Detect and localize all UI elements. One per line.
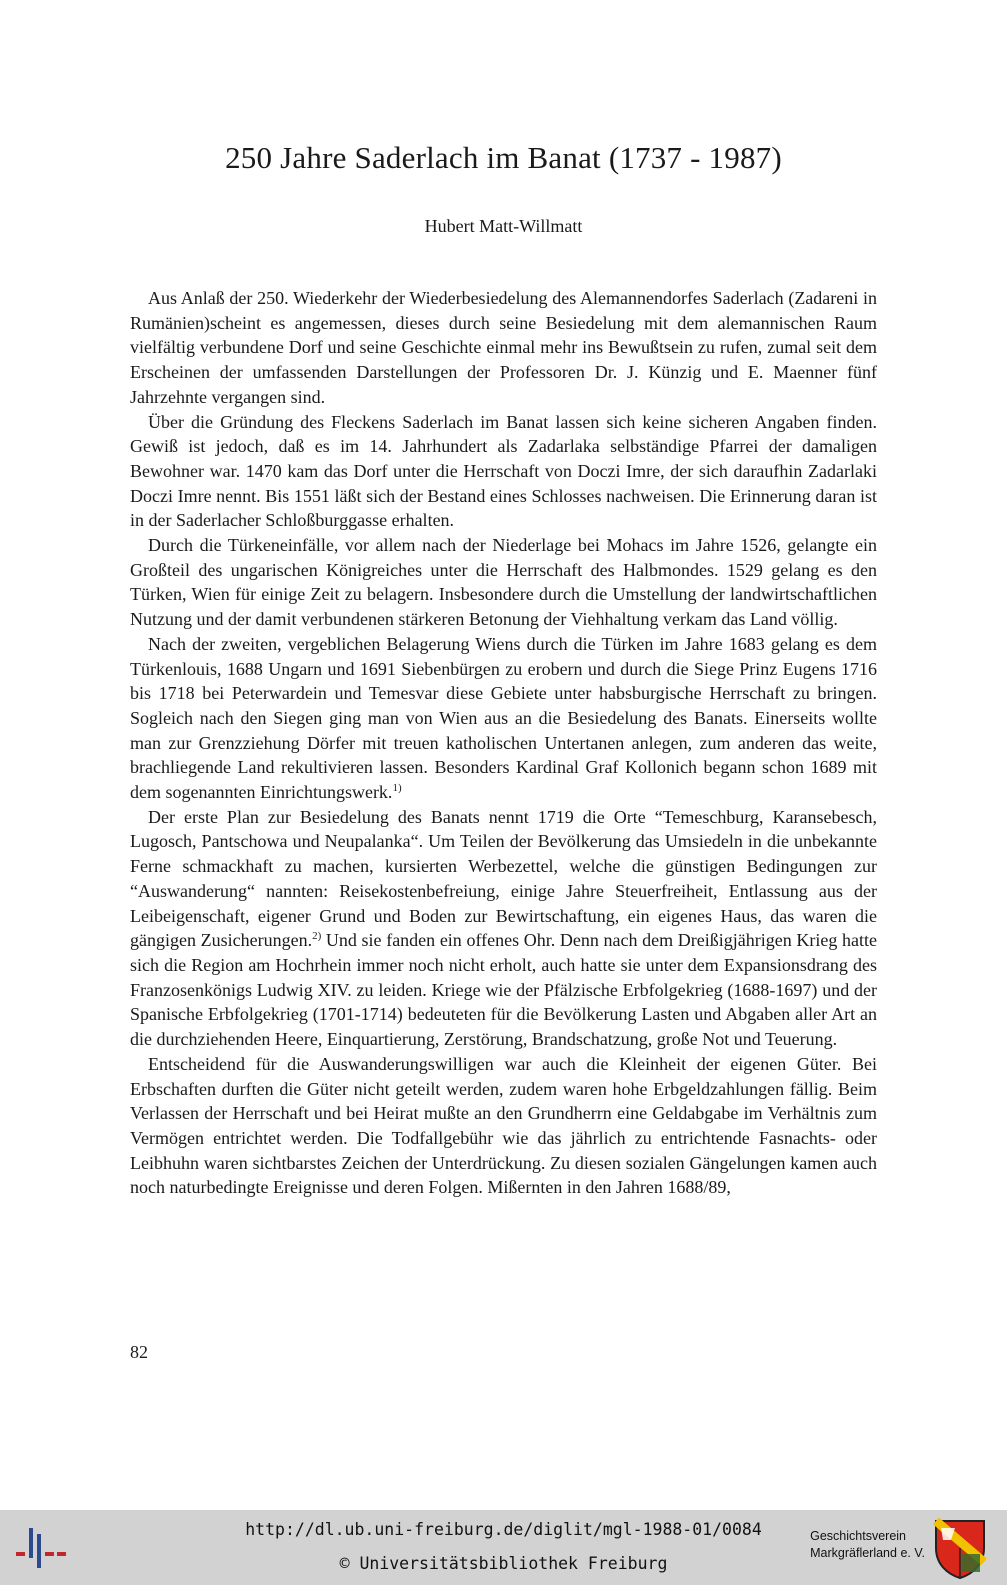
page-number: 82 xyxy=(130,1342,148,1362)
paragraph: Durch die Türkeneinfälle, vor allem nach der Niederlage bei Mohacs im Jahre 1526, gelangte ein Großteil des ungarischen Königreiches unter die Herrschaft des Halbmondes. 1529 gelang es den Türken, Wien für einige Zeit zu belagern. Insbesondere durch die Umstellung der landwirtschaftlichen Nutzung und der damit verbundenen stärkeren Betonung der Viehhaltung verkam das Land völlig. xyxy=(130,535,877,630)
footer-band xyxy=(0,1510,1007,1585)
document-url-link[interactable]: http://dl.ub.uni-freiburg.de/diglit/mgl-1988-01/0084 xyxy=(245,1520,762,1539)
paragraph: Über die Gründung des Fleckens Saderlach im Banat lassen sich keine sicheren Angaben finden. Gewiß ist jedoch, daß es im 14. Jahrhundert als Zadarlaka selbständige Pfarrei der damaligen Bewohner war. 1470 kam das Dorf unter die Herrschaft von Doczi Imre, der sich daraufhin Zadarlaki Doczi Imre nennt. Bis 1551 läßt sich der Bestand eines Schlosses nachweisen. Die Erinnerung daran ist in der Saderlacher Schloßburggasse erhalten. xyxy=(130,411,877,531)
coat-of-arms-icon[interactable] xyxy=(933,1518,987,1580)
article-body xyxy=(130,286,877,1200)
footnote-ref[interactable]: 2) xyxy=(312,930,322,943)
paragraph: Der erste Plan zur Besiedelung des Banats nennt 1719 die Orte “Temeschburg, Karansebesch, Lugosch, Pantschowa und Neupalanka“. Um Teilen der Bevölkerung das Umsiedeln in die unbekannte Ferne schmackhaft zu machen, kursierten Werbezettel, welche die günstigen Bedingungen zur “Auswanderung“ nannten: Reisekostenbefreiung, einige Jahre Steuerfreiheit, Entlassung aus der Leibeigenschaft, eigener Grund und Boden zur Bewirtschaftung, ein eigenes Haus, das waren die gängigen Zusicherungen.$^{2)}$ Und sie fanden ein offenes Ohr. Denn nach dem Dreißigjährigen Krieg hatte sich die Region am Hochrhein immer noch nicht erholt, auch hatte sie unter dem Expansionsdrang des Franzosenkönigs Ludwig XIV. zu leiden. Kriege wie der Pfälzische Erbfolgekrieg (1688-1697) und der Spanische Erbfolgekrieg (1701-1714) bedeuteten für die Bevölkerung Lasten und Abgaben aller Art an die durchziehenden Heere, Einquartierung, Zerstörung, Brandschatzung, große Not und Teuerung. xyxy=(130,806,877,1050)
copyright-notice: © Universitätsbibliothek Freiburg xyxy=(339,1554,668,1573)
paragraph: Nach der zweiten, vergeblichen Belagerung Wiens durch die Türken im Jahre 1683 gelang es dem Türkenlouis, 1688 Ungarn und 1691 Siebenbürgen zu erobern und durch die Siege Prinz Eugens 1716 bis 1718 bei Peterwardein und Temesvar diese Gebiete unter habsburgische Herrschaft zu bringen. Sogleich nach den Siegen ging man von Wien aus an die Besiedelung des Banats. Einerseits wollte man zur Grenzziehung Dörfer mit treuen katholischen Untertanen anlegen, zum anderen das weite, brachliegende Land rekultivieren lassen. Besonders Kardinal Graf Kollonich begann schon 1689 mit dem sogenannten Einrichtungswerk.$^{1)}$ xyxy=(130,633,877,803)
paragraph: Aus Anlaß der 250. Wiederkehr der Wiederbesiedelung des Alemannendorfes Saderlach (Zadareni in Rumänien)scheint es angemessen, dieses durch seine Besiedelung mit dem alemannischen Raum vielfältig verbundene Dorf und seine Geschichte einmal mehr ins Bewußtsein zu rufen, zumal seit dem Erscheinen der umfassenden Darstellungen der Professoren Dr. J. Künzig und E. Maenner fünf Jahrzehnte vergangen sind. xyxy=(130,288,877,407)
society-line: Markgräflerland e. V. xyxy=(810,1546,925,1560)
author-name: Hubert Matt-Willmatt xyxy=(424,216,583,236)
footnote-ref[interactable]: 1) xyxy=(392,782,402,795)
society-line: Geschichtsverein xyxy=(810,1529,906,1543)
society-name xyxy=(810,1528,925,1562)
paragraph: Entscheidend für die Auswanderungswilligen war auch die Kleinheit der eigenen Güter. Bei Erbschaften durften die Güter nicht geteilt werden, zudem waren hohe Erbgeldzahlungen fällig. Beim Verlassen der Herrschaft und bei Heirat mußte an den Grundherrn eine Geldabgabe im Verhältnis zum Vermögen entrichtet werden. Die Todfallgebühr wie das jährlich zu entrichtende Fasnachts- oder Leibhuhn waren sichtbarstes Zeichen der Unterdrückung. Zu diesen sozialen Gängelungen kamen auch noch naturbedingte Ereignisse und deren Folgen. Mißernten in den Jahren 1688/89, xyxy=(130,1053,877,1198)
page-title: 250 Jahre Saderlach im Banat (1737 - 1987) xyxy=(225,140,782,175)
